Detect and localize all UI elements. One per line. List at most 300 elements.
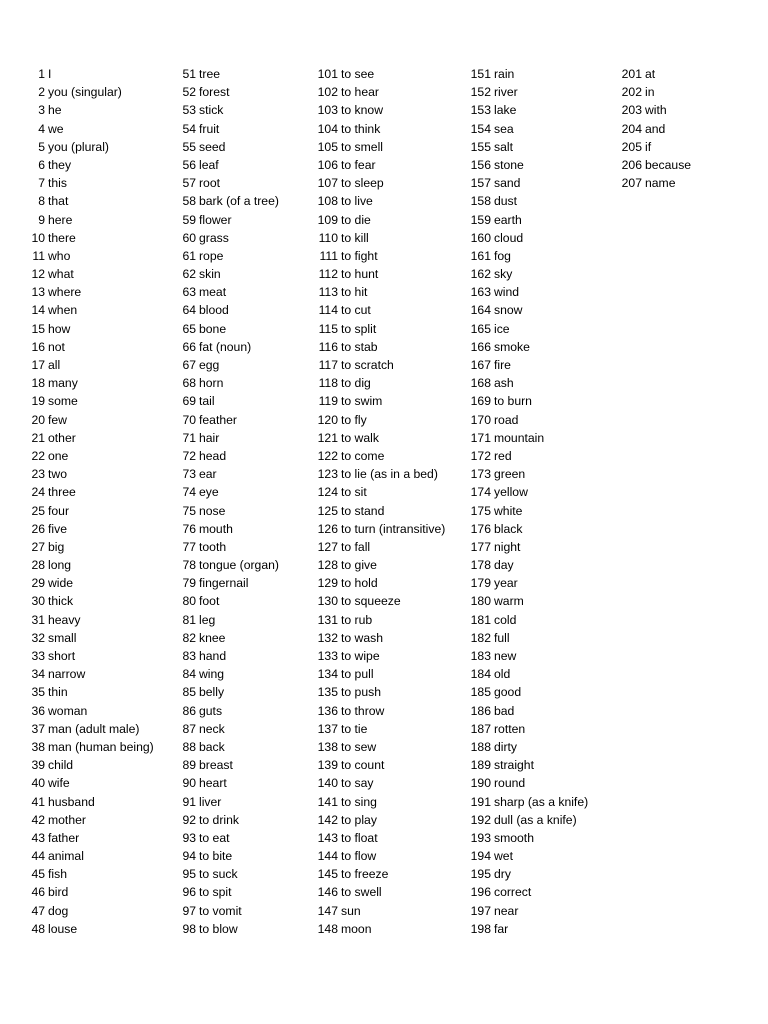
list-item: [27, 465, 154, 483]
item-word: this: [48, 176, 67, 191]
item-number: 15: [31, 321, 45, 336]
list-item: [469, 338, 588, 356]
item-word: fruit: [199, 121, 220, 136]
list-item: [180, 265, 279, 283]
item-word: dog: [48, 903, 69, 918]
item-word: river: [494, 85, 518, 100]
list-item: [180, 429, 279, 447]
item-number: 143: [317, 830, 338, 845]
item-number: 132: [317, 630, 338, 645]
item-word: to give: [341, 558, 377, 573]
item-number: 33: [31, 649, 45, 663]
item-number: 63: [182, 285, 196, 300]
item-word: to play: [341, 812, 377, 827]
item-word: leg: [199, 612, 216, 627]
item-number: 116: [318, 339, 338, 354]
item-word: to sing: [341, 794, 377, 809]
list-item: [469, 320, 588, 338]
item-word: you (plural): [48, 139, 109, 154]
item-word: to tie: [341, 721, 368, 736]
item-number: 28: [31, 558, 45, 573]
item-word: foot: [199, 594, 220, 609]
item-word: mother: [48, 812, 86, 827]
list-item: [316, 592, 445, 610]
word-list-column-1: [27, 65, 154, 938]
list-item: [469, 156, 588, 174]
item-number: 160: [470, 230, 491, 245]
item-word: bone: [199, 321, 227, 336]
item-word: other: [48, 430, 76, 445]
item-word: forest: [199, 85, 230, 100]
item-word: sharp (as a knife): [494, 794, 589, 809]
item-number: 124: [317, 485, 338, 500]
item-word: to stand: [341, 503, 385, 518]
item-word: bad: [494, 703, 515, 718]
item-word: heart: [199, 776, 227, 791]
item-number: 189: [470, 758, 491, 773]
list-item: [620, 65, 691, 83]
item-word: woman: [48, 703, 88, 718]
item-word: egg: [199, 358, 220, 372]
list-item: [469, 265, 588, 283]
item-number: 120: [317, 412, 338, 427]
item-number: 159: [470, 212, 491, 227]
list-item: [180, 120, 279, 138]
item-word: many: [48, 376, 78, 391]
item-number: 153: [470, 103, 491, 118]
item-number: 46: [31, 885, 45, 900]
list-item: [469, 283, 588, 301]
item-word: wife: [48, 776, 70, 791]
item-word: here: [48, 212, 73, 227]
item-number: 6: [38, 157, 45, 172]
list-item: [180, 392, 279, 410]
list-item: [180, 738, 279, 756]
item-word: day: [494, 558, 514, 573]
item-word: to stab: [341, 339, 378, 354]
item-word: to smell: [341, 139, 383, 154]
item-number: 168: [470, 376, 491, 391]
item-number: 117: [318, 358, 338, 372]
item-word: to cut: [341, 303, 371, 318]
item-word: because: [645, 157, 692, 172]
list-item: [469, 374, 588, 392]
list-item: [316, 211, 445, 229]
list-item: [316, 483, 445, 501]
list-item: [469, 574, 588, 592]
item-word: belly: [199, 685, 225, 700]
list-item: [180, 65, 279, 83]
item-word: father: [48, 830, 80, 845]
list-item: [27, 247, 154, 265]
item-number: 112: [318, 267, 338, 282]
item-number: 103: [317, 103, 338, 118]
item-number: 96: [182, 885, 196, 900]
item-word: you (singular): [48, 85, 122, 100]
item-word: at: [645, 67, 656, 81]
item-word: to scratch: [341, 358, 394, 372]
item-number: 38: [31, 739, 45, 754]
item-word: that: [48, 194, 69, 209]
list-item: [316, 83, 445, 101]
item-number: 185: [470, 685, 491, 700]
item-number: 125: [317, 503, 338, 518]
item-word: not: [48, 339, 65, 354]
item-number: 135: [317, 685, 338, 700]
item-word: to eat: [199, 830, 230, 845]
list-item: [316, 556, 445, 574]
list-item: [180, 665, 279, 683]
item-word: bark (of a tree): [199, 194, 279, 209]
list-item: [180, 192, 279, 210]
list-item: [469, 229, 588, 247]
item-word: animal: [48, 849, 84, 864]
item-number: 26: [31, 521, 45, 536]
item-word: I: [48, 67, 52, 81]
list-item: [469, 629, 588, 647]
item-word: salt: [494, 139, 513, 154]
list-item: [469, 865, 588, 883]
item-word: to lie (as in a bed): [341, 467, 438, 482]
list-item: [316, 465, 445, 483]
list-item: [180, 101, 279, 119]
item-word: to fly: [341, 412, 367, 427]
item-number: 55: [182, 139, 196, 154]
item-number: 10: [31, 230, 45, 245]
item-number: 157: [470, 176, 491, 191]
list-item: [180, 283, 279, 301]
item-number: 146: [317, 885, 338, 900]
list-item: [620, 83, 691, 101]
item-number: 47: [31, 903, 45, 918]
item-number: 83: [182, 649, 196, 663]
list-item: [180, 829, 279, 847]
item-word: mountain: [494, 430, 545, 445]
item-word: to flow: [341, 849, 377, 864]
list-item: [316, 392, 445, 410]
item-number: 56: [182, 157, 196, 172]
item-word: if: [645, 139, 652, 154]
list-item: [316, 665, 445, 683]
item-word: lake: [494, 103, 517, 118]
item-number: 12: [31, 267, 45, 282]
item-word: to dig: [341, 376, 371, 391]
item-word: to hold: [341, 576, 378, 591]
item-word: to swell: [341, 885, 382, 900]
item-number: 114: [318, 303, 338, 318]
item-word: who: [48, 248, 71, 263]
item-number: 53: [182, 103, 196, 118]
item-word: he: [48, 103, 62, 118]
item-number: 176: [470, 521, 491, 536]
item-word: smooth: [494, 830, 534, 845]
item-word: to burn: [494, 394, 532, 409]
item-number: 41: [31, 794, 45, 809]
item-number: 164: [470, 303, 491, 318]
item-number: 140: [317, 776, 338, 791]
item-number: 138: [317, 739, 338, 754]
list-item: [316, 447, 445, 465]
item-number: 48: [31, 921, 45, 936]
item-word: to bite: [199, 849, 233, 864]
item-word: ash: [494, 376, 514, 391]
item-word: there: [48, 230, 76, 245]
list-item: [316, 174, 445, 192]
item-number: 111: [319, 248, 338, 263]
list-item: [180, 683, 279, 701]
item-number: 70: [182, 412, 196, 427]
item-word: smoke: [494, 339, 530, 354]
list-item: [27, 265, 154, 283]
list-item: [316, 611, 445, 629]
list-item: [27, 211, 154, 229]
list-item: [469, 429, 588, 447]
list-item: [27, 101, 154, 119]
list-item: [27, 574, 154, 592]
list-item: [316, 320, 445, 338]
item-number: 173: [470, 467, 491, 482]
list-item: [469, 847, 588, 865]
list-item: [316, 283, 445, 301]
item-word: to squeeze: [341, 594, 401, 609]
item-number: 206: [621, 157, 642, 172]
list-item: [316, 756, 445, 774]
item-word: they: [48, 157, 72, 172]
item-word: nose: [199, 503, 226, 518]
item-number: 207: [621, 176, 642, 191]
list-item: [316, 720, 445, 738]
list-item: [27, 920, 154, 938]
list-item: [180, 229, 279, 247]
item-word: to know: [341, 103, 384, 118]
item-word: rope: [199, 248, 224, 263]
list-item: [316, 847, 445, 865]
item-word: child: [48, 758, 74, 773]
item-word: three: [48, 485, 76, 500]
item-number: 158: [470, 194, 491, 209]
item-word: to suck: [199, 867, 238, 882]
list-item: [180, 811, 279, 829]
word-list-column-2: [180, 65, 279, 938]
item-word: fat (noun): [199, 339, 252, 354]
item-word: to float: [341, 830, 378, 845]
item-number: 197: [470, 903, 491, 918]
item-number: 43: [31, 830, 45, 845]
list-item: [316, 301, 445, 319]
item-number: 94: [182, 849, 196, 864]
list-item: [469, 520, 588, 538]
item-number: 136: [317, 703, 338, 718]
item-number: 122: [317, 448, 338, 463]
item-number: 37: [31, 721, 45, 736]
item-word: heavy: [48, 612, 81, 627]
list-item: [27, 120, 154, 138]
list-item: [316, 356, 445, 374]
list-item: [316, 338, 445, 356]
list-item: [180, 629, 279, 647]
item-word: thin: [48, 685, 68, 700]
item-number: 65: [182, 321, 196, 336]
list-item: [469, 483, 588, 501]
item-word: small: [48, 630, 77, 645]
item-number: 62: [182, 267, 196, 282]
item-word: in: [645, 85, 655, 100]
list-item: [27, 811, 154, 829]
item-word: to kill: [341, 230, 369, 245]
item-word: stone: [494, 157, 524, 172]
list-item: [27, 756, 154, 774]
word-list-column-3: [316, 65, 445, 938]
list-item: [27, 883, 154, 901]
item-word: good: [494, 685, 522, 700]
item-word: short: [48, 649, 76, 663]
list-item: [27, 283, 154, 301]
list-item: [180, 611, 279, 629]
list-item: [27, 411, 154, 429]
list-item: [180, 865, 279, 883]
item-word: ear: [199, 467, 217, 482]
list-item: [316, 738, 445, 756]
list-item: [180, 756, 279, 774]
item-word: dust: [494, 194, 518, 209]
item-word: to wash: [341, 630, 384, 645]
list-item: [27, 829, 154, 847]
list-item: [27, 702, 154, 720]
list-item: [180, 374, 279, 392]
item-number: 166: [470, 339, 491, 354]
item-number: 16: [31, 339, 45, 354]
item-number: 59: [182, 212, 196, 227]
item-word: sand: [494, 176, 521, 191]
item-word: green: [494, 467, 526, 482]
item-word: grass: [199, 230, 229, 245]
item-number: 194: [470, 849, 491, 864]
item-number: 95: [182, 867, 196, 882]
item-number: 129: [317, 576, 338, 591]
list-item: [27, 65, 154, 83]
item-word: what: [48, 267, 74, 282]
item-number: 201: [621, 67, 642, 81]
item-word: to see: [341, 67, 375, 81]
item-word: dirty: [494, 739, 518, 754]
item-number: 39: [31, 758, 45, 773]
list-item: [316, 865, 445, 883]
list-item: [27, 301, 154, 319]
item-number: 190: [470, 776, 491, 791]
item-word: louse: [48, 921, 78, 936]
item-number: 73: [182, 467, 196, 482]
item-number: 121: [317, 430, 338, 445]
item-number: 18: [31, 376, 45, 391]
list-item: [469, 538, 588, 556]
item-number: 32: [31, 630, 45, 645]
list-item: [469, 883, 588, 901]
list-item: [316, 265, 445, 283]
item-word: fingernail: [199, 576, 249, 591]
item-number: 161: [470, 248, 491, 263]
item-number: 86: [182, 703, 196, 718]
list-item: [27, 847, 154, 865]
item-number: 171: [470, 430, 491, 445]
list-item: [27, 156, 154, 174]
list-item: [27, 902, 154, 920]
item-word: tongue (organ): [199, 558, 279, 573]
item-word: name: [645, 176, 676, 191]
item-number: 51: [182, 67, 196, 81]
list-item: [469, 738, 588, 756]
list-item: [27, 538, 154, 556]
item-word: earth: [494, 212, 522, 227]
list-item: [316, 574, 445, 592]
item-word: blood: [199, 303, 229, 318]
item-number: 155: [470, 139, 491, 154]
item-word: near: [494, 903, 519, 918]
list-item: [316, 811, 445, 829]
item-number: 8: [38, 194, 45, 209]
item-word: back: [199, 739, 225, 754]
item-word: flower: [199, 212, 232, 227]
item-word: man (adult male): [48, 721, 140, 736]
list-item: [27, 356, 154, 374]
list-item: [316, 229, 445, 247]
item-number: 24: [31, 485, 45, 500]
list-item: [316, 920, 445, 938]
item-word: new: [494, 649, 517, 663]
item-word: year: [494, 576, 518, 591]
item-number: 85: [182, 685, 196, 700]
item-number: 109: [317, 212, 338, 227]
list-item: [27, 192, 154, 210]
item-word: to vomit: [199, 903, 242, 918]
item-word: to hunt: [341, 267, 379, 282]
item-number: 134: [317, 667, 338, 682]
item-word: to hit: [341, 285, 368, 300]
item-number: 89: [182, 758, 196, 773]
list-item: [180, 411, 279, 429]
item-word: to blow: [199, 921, 238, 936]
item-number: 186: [470, 703, 491, 718]
item-number: 139: [317, 758, 338, 773]
item-word: to come: [341, 448, 385, 463]
item-word: one: [48, 448, 69, 463]
list-item: [180, 320, 279, 338]
item-word: head: [199, 448, 227, 463]
list-item: [27, 556, 154, 574]
list-item: [27, 683, 154, 701]
item-word: to wipe: [341, 649, 380, 663]
item-number: 5: [38, 139, 45, 154]
item-word: red: [494, 448, 512, 463]
item-number: 97: [182, 903, 196, 918]
list-item: [469, 502, 588, 520]
item-number: 202: [621, 85, 642, 100]
item-word: white: [494, 503, 523, 518]
item-word: wet: [494, 849, 513, 864]
item-word: rotten: [494, 721, 526, 736]
list-item: [316, 138, 445, 156]
list-item: [620, 120, 691, 138]
list-item: [316, 247, 445, 265]
list-item: [180, 902, 279, 920]
item-number: 147: [317, 903, 338, 918]
item-word: full: [494, 630, 510, 645]
item-word: moon: [341, 921, 372, 936]
item-word: five: [48, 521, 67, 536]
list-item: [27, 138, 154, 156]
item-number: 145: [317, 867, 338, 882]
item-word: straight: [494, 758, 534, 773]
item-number: 181: [470, 612, 491, 627]
